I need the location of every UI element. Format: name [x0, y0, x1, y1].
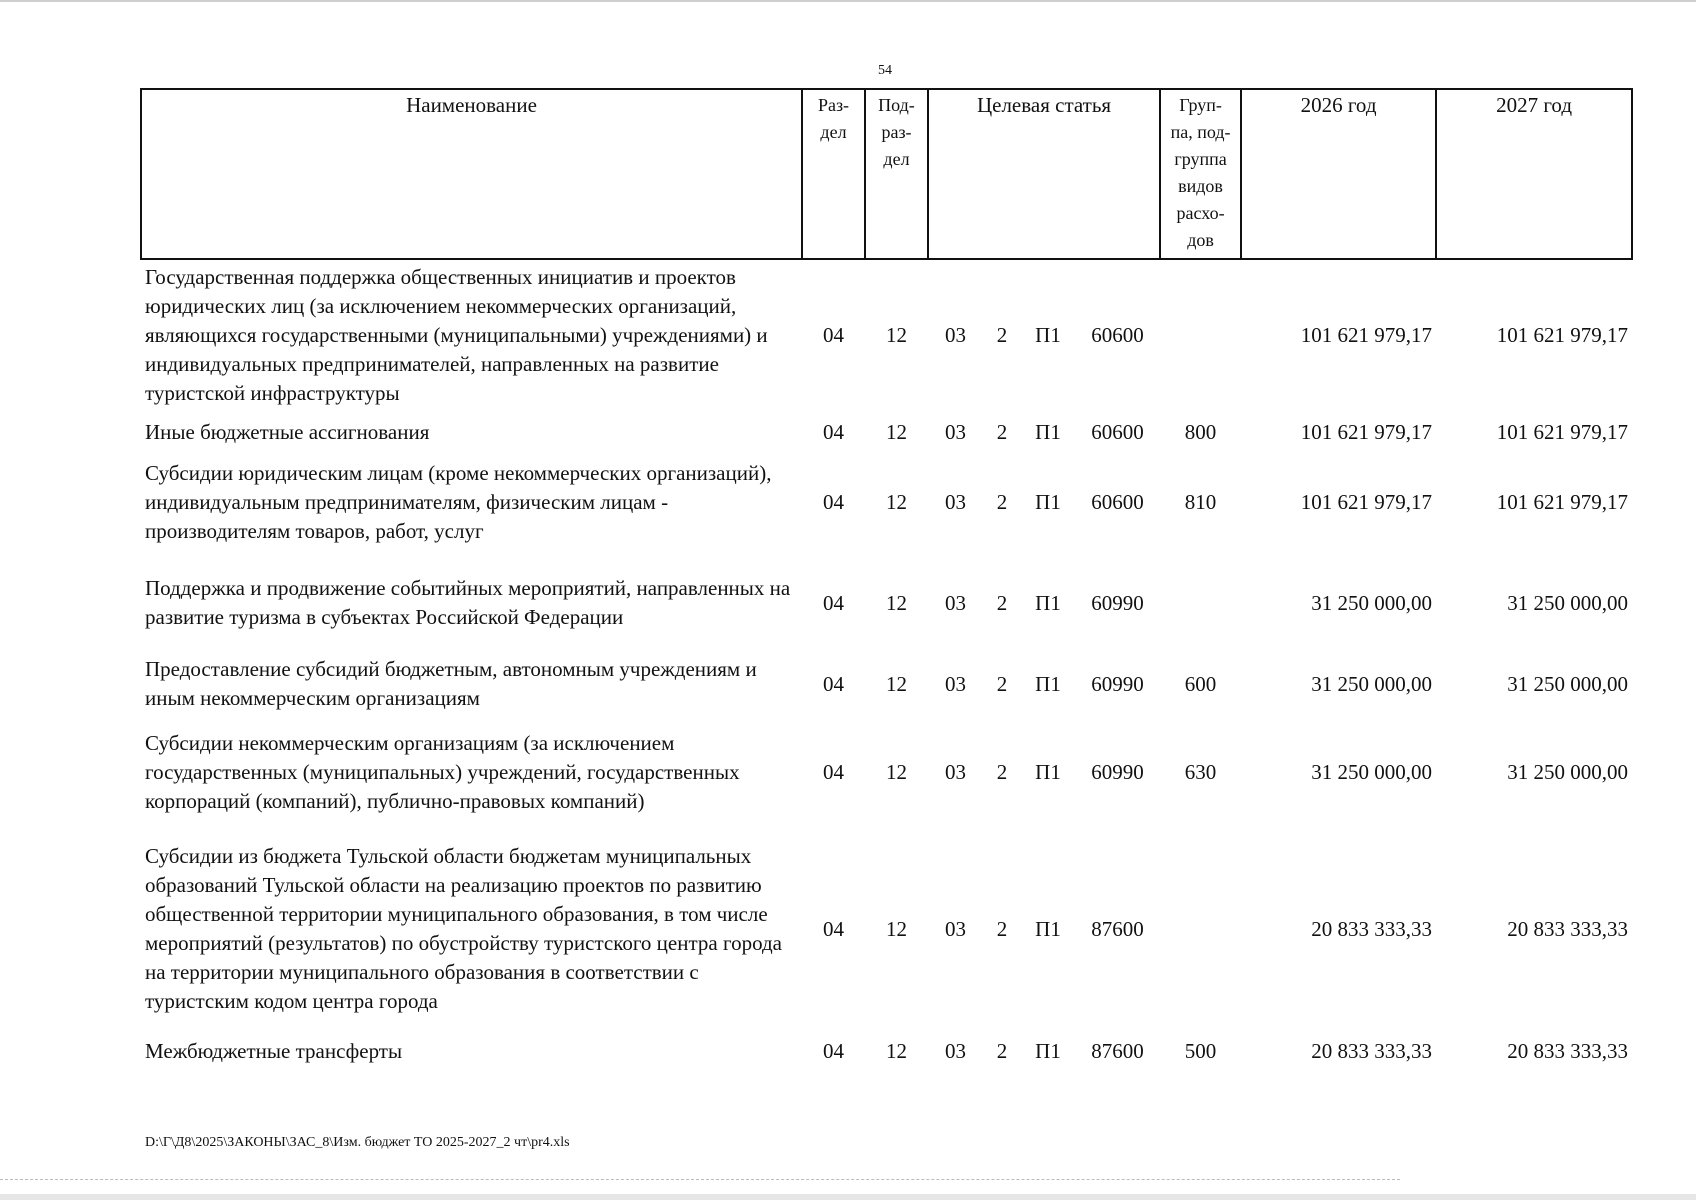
cell-razdel: 04	[823, 916, 844, 941]
cell-v2027: 31 250 000,00	[1507, 759, 1629, 784]
header-razdel-text: Раз- дел	[817, 95, 850, 142]
table-row	[141, 411, 1632, 454]
cell-t3: П1	[1035, 759, 1061, 784]
header-target-article: Целевая статья	[928, 89, 1160, 259]
budget-table	[140, 88, 1633, 1075]
cell-group: 600	[1184, 671, 1217, 696]
cell-razdel: 04	[823, 590, 844, 615]
table-row	[141, 1027, 1632, 1075]
header-podrazdel-text: Под- раз- дел	[878, 95, 915, 169]
header-group-text: Груп- па, под- группа видов расхо- дов	[1170, 95, 1231, 250]
table-row	[141, 454, 1632, 551]
cell-t3: П1	[1035, 916, 1061, 941]
cell-name: Субсидии из бюджета Тульской области бюджетам муниципальных образований Тульской области на реализацию проектов по развитию общественной территории муниципального образования, в том числе мероприятий (результатов) по обустройству туристского центра города на территории муниципального образования в соответствии с туристским кодом центра города	[145, 844, 782, 1013]
cell-name: Иные бюджетные ассигнования	[145, 420, 430, 444]
cell-t2: 2	[996, 671, 1008, 696]
cell-t2: 2	[996, 590, 1008, 615]
cell-group: 800	[1184, 420, 1217, 444]
cell-group	[1160, 831, 1241, 1027]
cell-podrazdel: 12	[886, 490, 907, 514]
cell-v2026: 20 833 333,33	[1311, 1038, 1433, 1063]
cell-t3: П1	[1035, 1038, 1061, 1063]
cell-razdel: 04	[823, 490, 844, 514]
cell-v2027: 101 621 979,17	[1496, 490, 1629, 514]
cell-t2: 2	[996, 1038, 1008, 1063]
cell-t3: П1	[1035, 490, 1061, 514]
table-body	[141, 259, 1632, 1075]
table-row	[141, 713, 1632, 831]
cell-t2: 2	[996, 916, 1008, 941]
cell-name: Предоставление субсидий бюджетным, автономным учреждениям и иным некоммерческим организациям	[145, 657, 757, 710]
cell-t4: 87600	[1091, 1038, 1144, 1063]
cell-t2: 2	[996, 490, 1008, 514]
cell-t3: П1	[1035, 590, 1061, 615]
cell-t1: 03	[945, 916, 966, 941]
cell-group: 500	[1184, 1038, 1217, 1063]
cell-v2026: 31 250 000,00	[1311, 590, 1433, 615]
cell-t1: 03	[945, 590, 966, 615]
table-row	[141, 831, 1632, 1027]
footer-file-path: D:\Г\Д8\2025\ЗАКОНЫ\ЗАС_8\Изм. бюджет ТО 2025-2027_2 чт\pr4.xls	[145, 1135, 570, 1150]
cell-v2027: 101 621 979,17	[1496, 323, 1629, 347]
scan-dashed-line	[0, 1179, 1400, 1180]
cell-t1: 03	[945, 1038, 966, 1063]
header-2027: 2027 год	[1436, 89, 1632, 259]
cell-v2026: 31 250 000,00	[1311, 759, 1433, 784]
cell-t4: 60990	[1091, 759, 1144, 784]
cell-podrazdel: 12	[886, 1038, 907, 1063]
cell-t1: 03	[945, 420, 966, 444]
cell-podrazdel: 12	[886, 420, 907, 444]
cell-name: Межбюджетные трансферты	[145, 1038, 403, 1063]
header-podrazdel	[865, 89, 928, 259]
cell-name: Государственная поддержка общественных инициатив и проектов юридических лиц (за исключением некоммерческих организаций, являющихся государственными (муниципальными) учреждениями) и индивидуальных предпринимателей, направленных на развитие туристской инфраструктуры	[145, 265, 768, 405]
table-row	[141, 655, 1632, 713]
cell-t4: 60990	[1091, 671, 1144, 696]
cell-razdel: 04	[823, 759, 844, 784]
cell-t1: 03	[945, 490, 966, 514]
cell-v2026: 101 621 979,17	[1300, 420, 1433, 444]
cell-razdel: 04	[823, 1038, 844, 1063]
cell-t4: 60600	[1091, 323, 1144, 347]
cell-v2027: 20 833 333,33	[1507, 1038, 1629, 1063]
cell-t4: 60600	[1091, 490, 1144, 514]
header-razdel	[802, 89, 865, 259]
cell-razdel: 04	[823, 323, 844, 347]
cell-group: 810	[1184, 490, 1217, 514]
cell-t1: 03	[945, 759, 966, 784]
cell-t2: 2	[996, 323, 1008, 347]
table-row	[141, 551, 1632, 655]
cell-t4: 87600	[1091, 916, 1144, 941]
cell-podrazdel: 12	[886, 671, 907, 696]
cell-razdel: 04	[823, 671, 844, 696]
cell-t4: 60600	[1091, 420, 1144, 444]
cell-t2: 2	[996, 420, 1008, 444]
cell-group	[1160, 259, 1241, 411]
cell-group	[1160, 551, 1241, 655]
cell-t3: П1	[1035, 323, 1061, 347]
cell-v2026: 31 250 000,00	[1311, 671, 1433, 696]
cell-v2027: 31 250 000,00	[1507, 590, 1629, 615]
table-row	[141, 259, 1632, 411]
header-name: Наименование	[141, 89, 802, 259]
cell-razdel: 04	[823, 420, 844, 444]
cell-podrazdel: 12	[886, 590, 907, 615]
cell-podrazdel: 12	[886, 323, 907, 347]
header-2026: 2026 год	[1241, 89, 1436, 259]
cell-t1: 03	[945, 323, 966, 347]
header-group	[1160, 89, 1241, 259]
cell-v2027: 101 621 979,17	[1496, 420, 1629, 444]
cell-t3: П1	[1035, 671, 1061, 696]
cell-t3: П1	[1035, 420, 1061, 444]
cell-group: 630	[1184, 759, 1217, 784]
cell-podrazdel: 12	[886, 916, 907, 941]
cell-v2026: 101 621 979,17	[1300, 490, 1433, 514]
table-header	[141, 89, 1632, 259]
cell-t2: 2	[996, 759, 1008, 784]
page-number: 54	[878, 63, 892, 78]
cell-v2026: 101 621 979,17	[1300, 323, 1433, 347]
cell-v2027: 20 833 333,33	[1507, 916, 1629, 941]
cell-name: Субсидии некоммерческим организациям (за исключением государственных (муниципальных) учреждений, государственных корпораций (компаний), публично-правовых компаний)	[145, 730, 740, 813]
scan-bottom-edge	[0, 1194, 1696, 1200]
cell-v2026: 20 833 333,33	[1311, 916, 1433, 941]
cell-t1: 03	[945, 671, 966, 696]
cell-name: Поддержка и продвижение событийных мероприятий, направленных на развитие туризма в субъектах Российской Федерации	[145, 576, 791, 629]
cell-podrazdel: 12	[886, 759, 907, 784]
cell-v2027: 31 250 000,00	[1507, 671, 1629, 696]
cell-name: Субсидии юридическим лицам (кроме некоммерческих организаций), индивидуальным предпринимателям, физическим лицам - производителям товаров, работ, услуг	[145, 461, 772, 543]
scan-top-edge	[0, 0, 1696, 2]
cell-t4: 60990	[1091, 590, 1144, 615]
